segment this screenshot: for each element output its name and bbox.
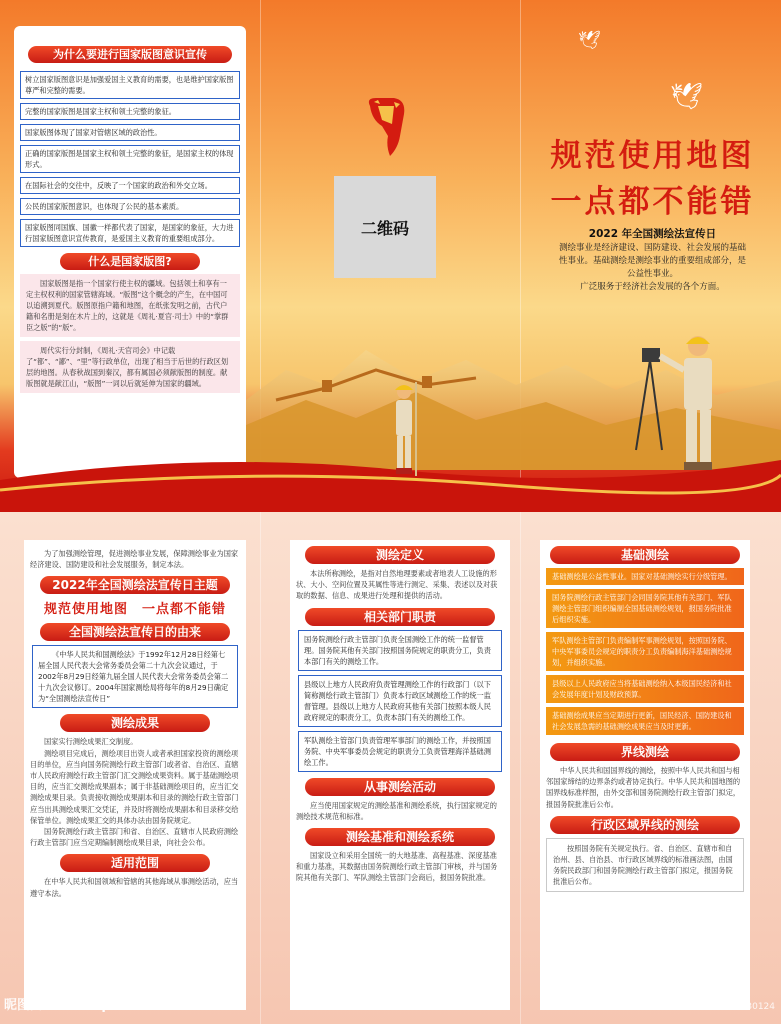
results-paragraph: 国家实行测绘成果汇交制度。 (44, 737, 138, 747)
column-law-intro (24, 540, 246, 1010)
watermark-logo: 昵图网 www.nipic.com (4, 998, 158, 1013)
department-duty-box: 县级以上地方人民政府负责管理测绘工作的行政部门（以下简称测绘行政主管部门）负责本行政区域测绘工作的统一监督管理。县级以上地方人民政府其他有关部门按照本级人民政府规定的职责分工，负责本部门有关的测绘工作。 (298, 675, 502, 727)
border-surveying-paragraph: 中华人民共和国国界线的测绘，按照中华人民共和国与相邻国家缔结的边界条约或者协定执行。中华人民共和国地图的国界线标准样图，由外交部和国务院测绘行政主管部门拟定，报国务院批准后公布。 (546, 766, 741, 809)
theme-heading: 2022年全国测绘法宣传日主题 (40, 576, 230, 594)
column-basic-surveying (540, 540, 750, 1010)
point-box: 在国际社会的交往中，反映了一个国家的政治和外交立场。 (20, 177, 240, 194)
qr-label: 二维码 (360, 218, 409, 238)
surveying-logo-icon (364, 96, 412, 160)
basic-surveying-heading: 基础测绘 (550, 546, 740, 564)
map-awareness-panel (14, 26, 246, 478)
cover-desc-line: 广泛服务于经济社会发展的各个方面。 (580, 282, 725, 292)
theme-slogan: 规范使用地图 一点都不能错 (43, 602, 226, 618)
definition-heading: 测绘定义 (305, 546, 495, 564)
cover-title-line2: 一点都不能错 (550, 184, 755, 220)
basic-surveying-item: 县级以上人民政府应当将基础测绘纳入本级国民经济和社会发展年度计划及财政预算。 (546, 675, 744, 703)
basic-surveying-item: 基础测绘成果应当定期进行更新，国民经济、国防建设和社会发展急需的基础测绘成果应当及时更新。 (546, 707, 744, 735)
point-box: 正确的国家版图是国家主权和领土完整的象征，是国家主权的体现形式。 (20, 145, 240, 173)
fold-line (520, 512, 521, 1024)
results-paragraph: 测绘项目完成后，测绘项目出资人或者承担国家投资的测绘项目的单位，应当向国务院测绘行政主管部门或者省、自治区、直辖市人民政府测绘行政主管部门汇交测绘成果资料。属于基础测绘项目的，应当汇交测绘成果副本；属于非基础测绘项目的，应当汇交测绘成果目录。负责接收测绘成果副本和目录的测绘行政主管部门应当出具测绘成果汇交凭证，并及时将测绘成果副本和目录移交给保管单位。测绘成果汇交的具体办法由国务院规定。 (30, 748, 239, 825)
department-duty-box: 国务院测绘行政主管部门负责全国测绘工作的统一监督管理。国务院其他有关部门按照国务院规定的职责分工，负责本部门有关的测绘工作。 (298, 630, 502, 671)
subtitle-what-is-map: 什么是国家版图? (60, 253, 200, 270)
column-definitions (290, 540, 510, 1010)
point-box: 公民的国家版图意识，也体现了公民的基本素质。 (20, 198, 240, 215)
results-paragraph: 国务院测绘行政主管部门和省、自治区、直辖市人民政府测绘行政主管部门应当定期编制测绘成果目录，向社会公布。 (30, 827, 239, 848)
dove-icon: 🕊 (670, 82, 704, 112)
panel-title: 为什么要进行国家版图意识宣传 (28, 46, 232, 63)
results-heading: 测绘成果 (60, 714, 210, 732)
cover-title-line1: 规范使用地图 (550, 138, 755, 174)
scope-heading: 适用范围 (60, 854, 210, 872)
origin-heading: 全国测绘法宣传日的由来 (40, 623, 230, 641)
point-box: 国家版图同国旗、国徽一样都代表了国家，是国家的象征，大力进行国家版图意识宣传教育，是爱国主义教育的重要组成部分。 (20, 219, 240, 247)
intro-paragraph: 为了加强测绘管理，促进测绘事业发展，保障测绘事业为国家经济建设、国防建设和社会发展服务，制定本法。 (30, 549, 239, 570)
cover-subtitle: 2022 年全国测绘法宣传日 (588, 228, 717, 240)
surveyor-with-theodolite (632, 330, 722, 480)
qr-code-placeholder (334, 176, 436, 278)
origin-text: 《中华人民共和国测绘法》于1992年12月28日经第七届全国人民代表大会常务委员会第二十九次会议通过，于2002年8月29日经第九届全国人民代表大会常务委员会第二十九次会议修订。2004年国家测绘局将每年的8月29日确定为“全国测绘法宣传日” (32, 645, 238, 708)
point-box: 树立国家版图意识是加强爱国主义教育的需要，也是维护国家版图尊严和完整的需要。 (20, 71, 240, 99)
datum-system-paragraph: 国家设立和采用全国统一的大地基准、高程基准、深度基准和重力基准，其数据由国务院测绘行政主管部门审核，并与国务院其他有关部门、军队测绘主管部门会商后，报国务院批准。 (296, 851, 498, 883)
fold-line (260, 512, 261, 1024)
department-duty-box: 军队测绘主管部门负责管理军事部门的测绘工作，并按照国务院、中央军事委员会规定的职责分工负责管理海洋基础测绘工作。 (298, 731, 502, 772)
definition-paragraph: 国家版图是指一个国家行使主权的疆域。包括领土和享有一定主权权利的国家管辖海域。“版图”这个概念的产生，在中国可以追溯到夏代。版图原指户籍和地图，在纸张发明之前，古代户籍和名册是刻在木片上的，这就是《周礼·夏官·司士》中的“掌群臣之版”的“版”。 (20, 274, 240, 337)
basic-surveying-item: 国务院测绘行政主管部门会同国务院其他有关部门、军队测绘主管部门组织编制全国基础测绘规划，报国务院批准后组织实施。 (546, 589, 744, 628)
basic-surveying-item: 基础测绘是公益性事业。国家对基础测绘实行分级管理。 (546, 568, 744, 585)
admin-boundary-heading: 行政区域界线的测绘 (550, 816, 740, 834)
point-box: 完整的国家版图是国家主权和领土完整的象征。 (20, 103, 240, 120)
definition-paragraph: 本法所称测绘，是指对自然地理要素或者地表人工设施的形状、大小、空间位置及其属性等进行测定、采集、表述以及对获取的数据、信息、成果进行处理和提供的活动。 (296, 569, 498, 601)
cover-desc-line: 测绘事业是经济建设、国防建设、社会发展的基础性事业。基础测绘是测绘事业的重要组成部分，是公益性事业。 (558, 243, 746, 279)
activities-heading: 从事测绘活动 (305, 778, 495, 796)
watermark-id: ID:9324737 NO:20220814162926330124 (588, 1002, 775, 1012)
departments-heading: 相关部门职责 (305, 608, 495, 626)
history-paragraph: 周代实行分封制，《周礼·天官司会》中记载了“都”、“鄙”、“里”等行政单位，出现了相当于后世的行政区划层的地图。从春秋战国到秦汉，都有属国必须献版图的制度。献版图就是献江山，“版图”一词以后就延伸为国家的疆域。 (20, 341, 240, 393)
point-box: 国家版图体现了国家对管辖区域的政治性。 (20, 124, 240, 141)
cover-description (555, 242, 750, 294)
surveyor-figure-small (384, 380, 424, 480)
activities-paragraph: 应当使用国家规定的测绘基准和测绘系统，执行国家规定的测绘技术规范和标准。 (296, 800, 497, 821)
border-surveying-heading: 界线测绘 (550, 743, 740, 761)
scope-paragraph: 在中华人民共和国领域和管辖的其他海域从事测绘活动，应当遵守本法。 (30, 877, 239, 898)
datum-system-heading: 测绘基准和测绘系统 (305, 828, 495, 846)
basic-surveying-item: 军队测绘主管部门负责编制军事测绘规划，按照国务院、中央军事委员会规定的职责分工负责编制海洋基础测绘规划，并组织实施。 (546, 632, 744, 671)
inner-spread (0, 512, 781, 1024)
admin-boundary-paragraph: 按照国务院有关规定执行。省、自治区、直辖市和自治州、县、自治县、市行政区域界线的标准画法图，由国务院民政部门和国务院测绘行政主管部门拟定，报国务院批准后公布。 (546, 838, 744, 892)
dove-icon: 🕊 (578, 30, 601, 51)
